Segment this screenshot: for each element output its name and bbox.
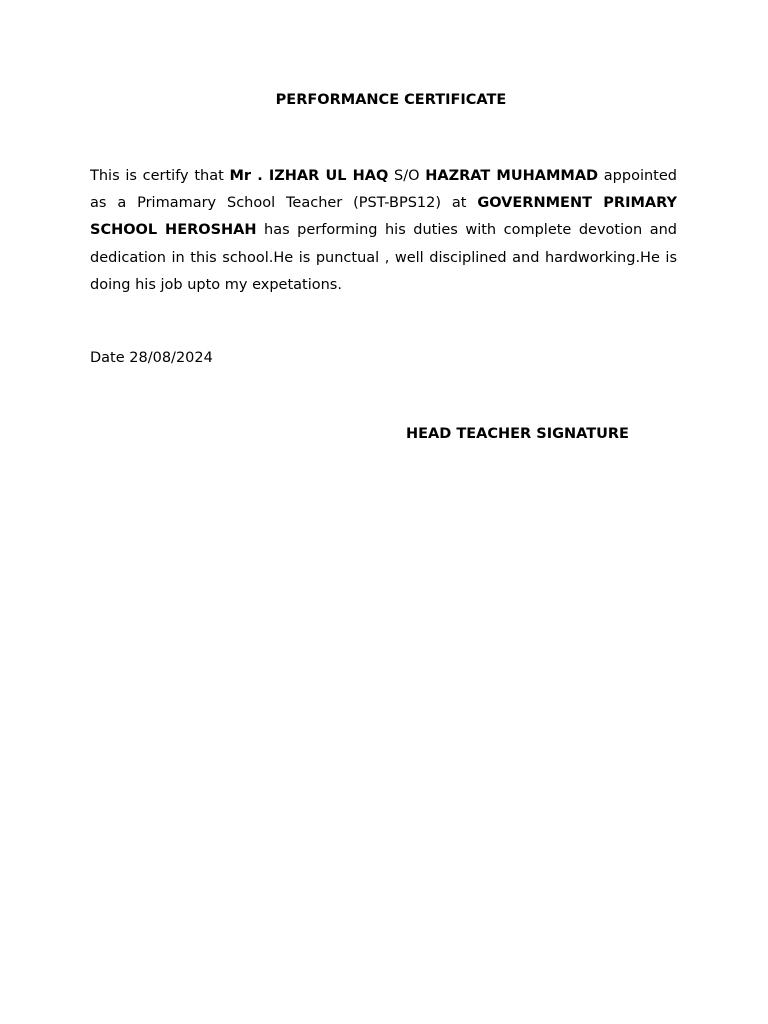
certificate-title: PERFORMANCE CERTIFICATE bbox=[275, 92, 507, 108]
teacher-name: Mr . IZHAR UL HAQ bbox=[229, 168, 389, 184]
body-intro: This is certify that bbox=[90, 168, 230, 184]
head-teacher-signature-label: HEAD TEACHER SIGNATURE bbox=[406, 426, 629, 442]
certificate-date: Date 28/08/2024 bbox=[90, 350, 213, 366]
remarks-text: has performing his duties with complete devotion and dedication in this school.He is punctual , well disciplined and hardworking.He is doing his job upto my expetations. bbox=[90, 222, 677, 293]
father-name: HAZRAT MUHAMMAD bbox=[425, 168, 599, 184]
relation-text: S/O bbox=[388, 168, 426, 184]
certificate-body bbox=[90, 163, 677, 299]
appointment-text: appointed as a Primamary School Teacher (PST-BPS12) at bbox=[90, 168, 677, 212]
school-name: GOVERNMENT PRIMARY SCHOOL HEROSHAH bbox=[90, 195, 678, 239]
